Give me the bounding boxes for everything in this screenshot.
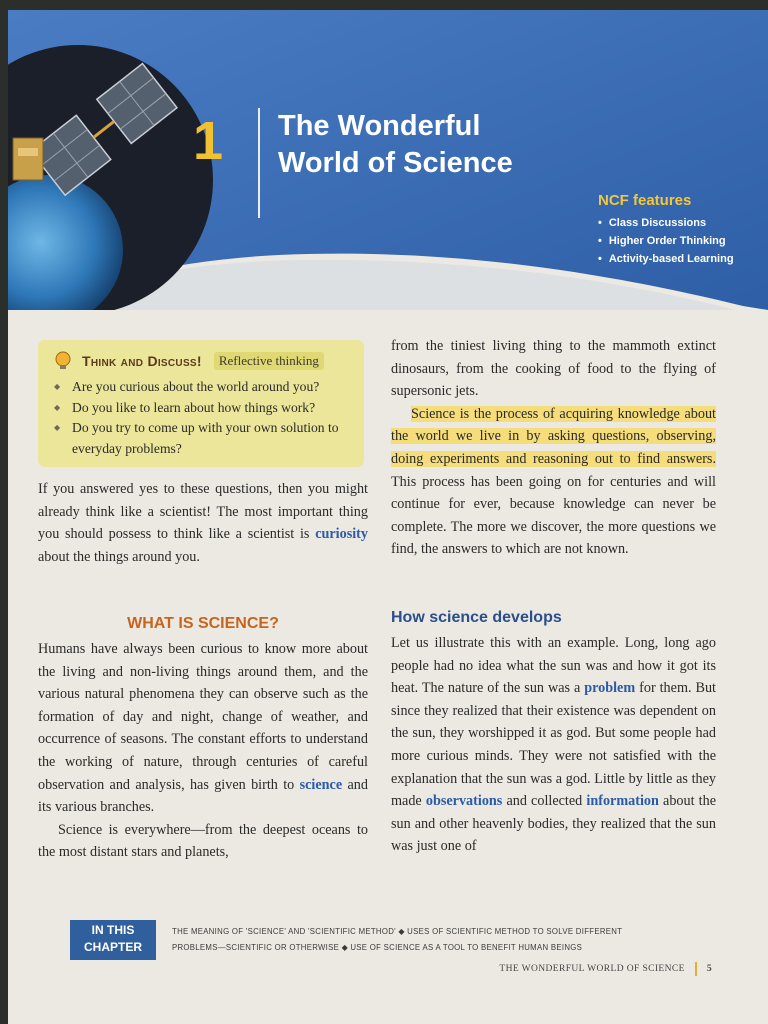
chapter-title-line-1: The Wonderful (278, 110, 481, 142)
highlighted-definition: Science is the process of acquiring knowledge about the world we live in by asking questions, observing, doing experiments and reasoning out to find answers. (391, 405, 716, 467)
chapter-title-line-2: World of Science (278, 147, 513, 179)
keyword-observations: observations (425, 793, 503, 810)
text-run: for them. But since they realized that their existence was dependent on the sun, they worshipped it as god. But some people had more curious minds. They were not satisfied with the explanation that the sun was a god. Little by little as they made (391, 680, 716, 810)
ncf-item: • Higher Order Thinking (598, 232, 734, 250)
think-and-discuss-box (38, 340, 364, 467)
label-line: CHAPTER (83, 940, 142, 954)
topics-line: PROBLEMS—SCIENTIFIC OR OTHERWISE ◆ USE OF SCIENCE AS A TOOL TO BENEFIT HUMAN BEINGS (172, 943, 583, 952)
ncf-features (598, 192, 734, 268)
footer-divider (695, 962, 697, 976)
running-title: THE WONDERFUL WORLD OF SCIENCE (499, 964, 685, 974)
textbook-page (8, 10, 768, 1024)
chapter-number: 1 (193, 111, 224, 171)
ncf-title: NCF features (598, 192, 692, 209)
text-run: If you answered yes to these questions, then you might already think like a scientist! The most important thing you should possess to think like a scientist is (38, 481, 368, 543)
text-run: and collected (502, 793, 587, 810)
keyword-science: science (299, 776, 343, 793)
text-run: Humans have always been curious to know more about the living and non-living things around them, and the various natural phenomena they can observe such as the formation of day and night, change of weather, and occurrence of seasons. The constant efforts to understand the working of nature, through centuries of careful observation and analysis, has given birth to (38, 641, 368, 793)
think-item: ◆ Do you try to come up with your own solution to everyday problems? (54, 418, 354, 459)
paragraph: from the tiniest living thing to the mammoth extinct dinosaurs, from the cooking of food to the flying of supersonic jets. (391, 338, 716, 400)
think-item: ◆ Are you curious about the world around you? (54, 377, 354, 398)
topics-line: THE MEANING OF 'SCIENCE' AND 'SCIENTIFIC METHOD' ◆ USES OF SCIENTIFIC METHOD TO SOLVE DIFFERENT (172, 927, 623, 936)
keyword-problem: problem (584, 680, 636, 697)
what-is-science-text (38, 638, 368, 864)
paragraph: Science is everywhere—from the deepest oceans to the most distant stars and planets, (38, 821, 368, 861)
text-run: This process has been going on for centuries and will continue for ever, because knowledge can never be complete. The more we discover, the more questions we find, the answers to which are not known. (391, 473, 716, 558)
ncf-item: • Activity-based Learning (598, 250, 734, 268)
text-run: about the things around you. (38, 548, 200, 565)
intro-paragraph (38, 478, 368, 568)
subsection-title: How science develops (391, 609, 562, 626)
right-column-text (391, 335, 716, 561)
lightbulb-icon (52, 350, 74, 372)
title-divider (258, 108, 260, 218)
how-science-develops-text (391, 632, 716, 858)
think-box-tag: Reflective thinking (214, 352, 324, 370)
in-this-chapter-label (70, 920, 156, 960)
ncf-item: • Class Discussions (598, 214, 734, 232)
text-run: and its various branches. (38, 776, 368, 816)
text-run: Let us illustrate this with an example. Long, long ago people had no idea what the sun was and how it got its heat. The nature of the sun was a (391, 635, 716, 697)
label-line: IN THIS (91, 923, 135, 937)
think-box-title: Think and Discuss! (82, 353, 202, 369)
keyword-information: information (586, 793, 659, 810)
chapter-title (278, 108, 513, 182)
page-footer (499, 962, 712, 976)
page-number: 5 (706, 964, 712, 974)
keyword-curiosity: curiosity (315, 526, 368, 543)
think-item: ◆ Do you like to learn about how things work? (54, 398, 354, 419)
in-this-chapter-topics (172, 924, 712, 956)
section-title: WHAT IS SCIENCE? (127, 615, 279, 632)
text-run: about the sun and other heavenly bodies, they realized that the sun was just one of (391, 793, 717, 855)
